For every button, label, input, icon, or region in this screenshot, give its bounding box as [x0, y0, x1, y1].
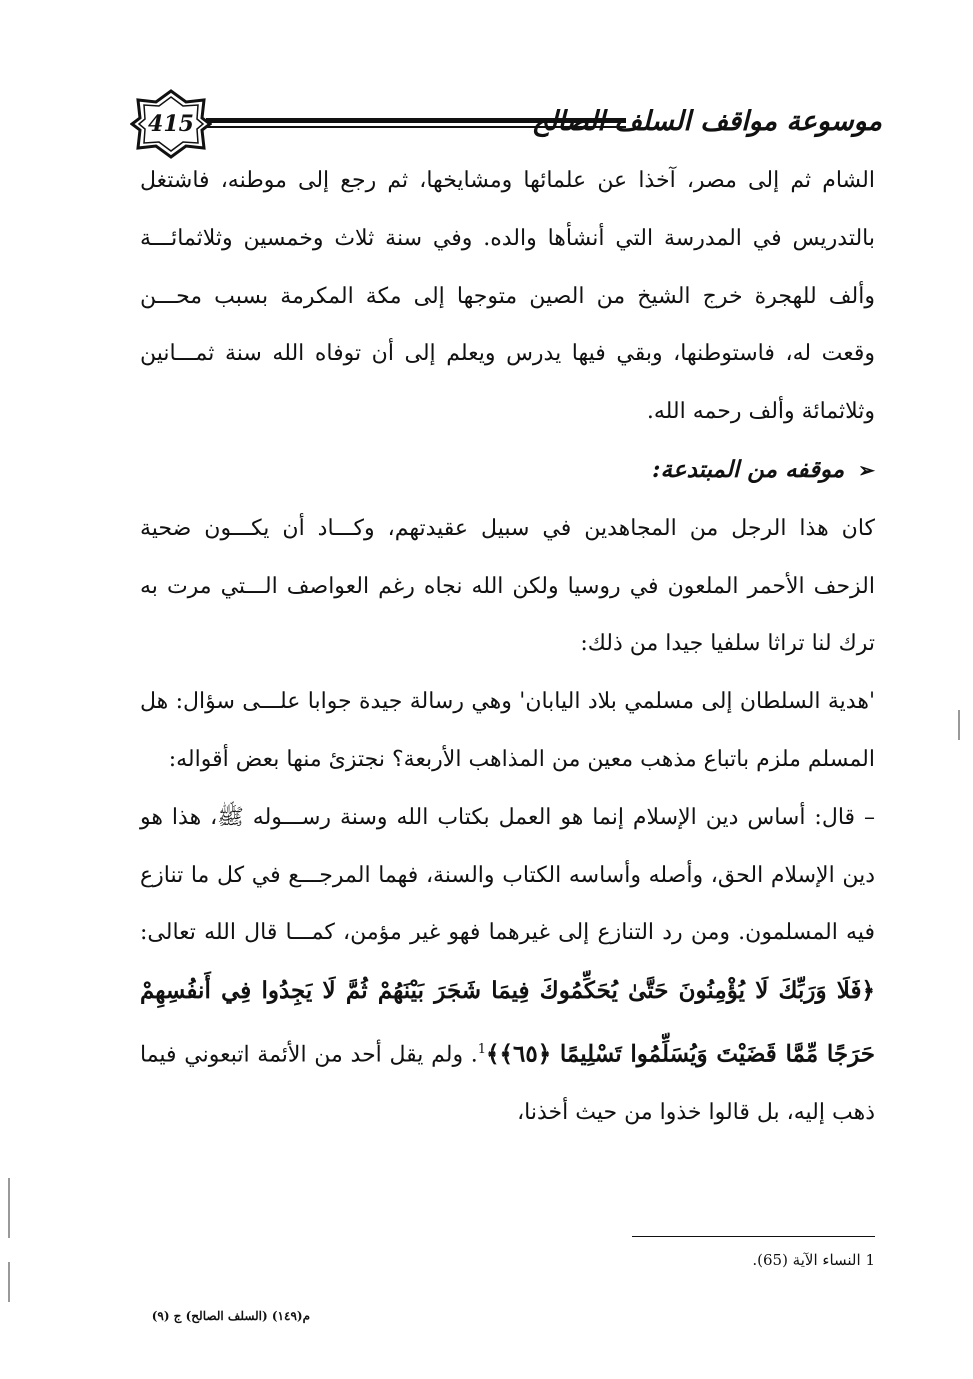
footnote-text: النساء الآية (65).	[752, 1251, 861, 1269]
main-text	[140, 152, 875, 1142]
paragraph: كان هذا الرجل من المجاهدين في سبيل عقيدتهم، وكـــاد أن يكـــون ضحية الزحف الأحمر الملعون في روسيا ولكن الله نجاه رغم العواصف الـــتي مرت به ترك لنا تراثا سلفيا جيدا من ذلك:	[140, 515, 875, 657]
printer-signature: م(١٤٩) (السلف الصالح) ج (٩)	[151, 1309, 310, 1323]
page-number-badge	[130, 88, 212, 160]
paragraph: 'هدية السلطان إلى مسلمي بلاد اليابان' وهي رسالة جيدة جوابا علـــى سؤال: هل المسلم ملزم باتباع مذهب معين من المذاهب الأربعة؟ نجتزئ منها بعض أقواله:	[140, 689, 875, 772]
section-heading	[140, 441, 875, 500]
running-title: موسوعة مواقف السلف الصالح	[531, 106, 882, 137]
page-number: 415	[148, 111, 194, 137]
footnote-separator	[632, 1236, 875, 1237]
footnote-number: 1	[865, 1251, 875, 1269]
arrow-bullet-icon: ➢	[858, 457, 875, 482]
footnote	[500, 1248, 875, 1272]
paragraph: الشام ثم إلى مصر، آخذا عن علمائها ومشايخها، ثم رجع إلى موطنه، فاشتغل بالتدريس في المدرسة التي أنشأها والده. وفي سنة ثلاث وخمسين وثلاثمائـــة وألف للهجرة خرج الشيخ من الصين متوجها إلى مكة المكرمة بسبب محـــن وقعت له، فاستوطنها، وبقي فيها يدرس ويعلم إلى أن توفاه الله سنة ثمـــانين وثلاثمائة وألف رحمه الله.	[140, 168, 875, 425]
quran-verse: ﴿فَلَا وَرَبِّكَ لَا يُؤْمِنُونَ حَتَّىٰ يُحَكِّمُوكَ فِيمَا شَجَرَ بَيْنَهُمْ ثُمَّ لَا يَجِدُوا فِي أَنفُسِهِمْ حَرَجًا مِّمَّا قَضَيْتَ وَيُسَلِّمُوا تَسْلِيمًا ﴿٦٥﴾﴾	[140, 977, 875, 1068]
paragraph-text: – قال: أساس دين الإسلام إنما هو العمل بكتاب الله وسنة رســـوله ﷺ، هذا هو دين الإسلام الحق، وأصله وأساسه الكتاب والسنة، فهما المرجـــع في كل ما تنازع فيه المسلمون. ومن رد التنازع إلى غيرهما فهو غير مؤمن، كمـــا قال الله تعالى:	[140, 804, 875, 946]
paragraph-text: . ولم يقل أحد من الأئمة اتبعوني فيما ذهب إليه، بل قالوا خذوا من حيث أخذنا،	[140, 1042, 875, 1126]
paragraph	[140, 789, 875, 1142]
scan-mark	[8, 1262, 10, 1302]
section-heading-text: موقفه من المبتدعة:	[652, 455, 845, 483]
footnote-reference: 1	[477, 1041, 487, 1057]
scan-mark	[8, 1178, 10, 1238]
scan-mark	[958, 710, 960, 740]
page-header	[130, 88, 882, 160]
